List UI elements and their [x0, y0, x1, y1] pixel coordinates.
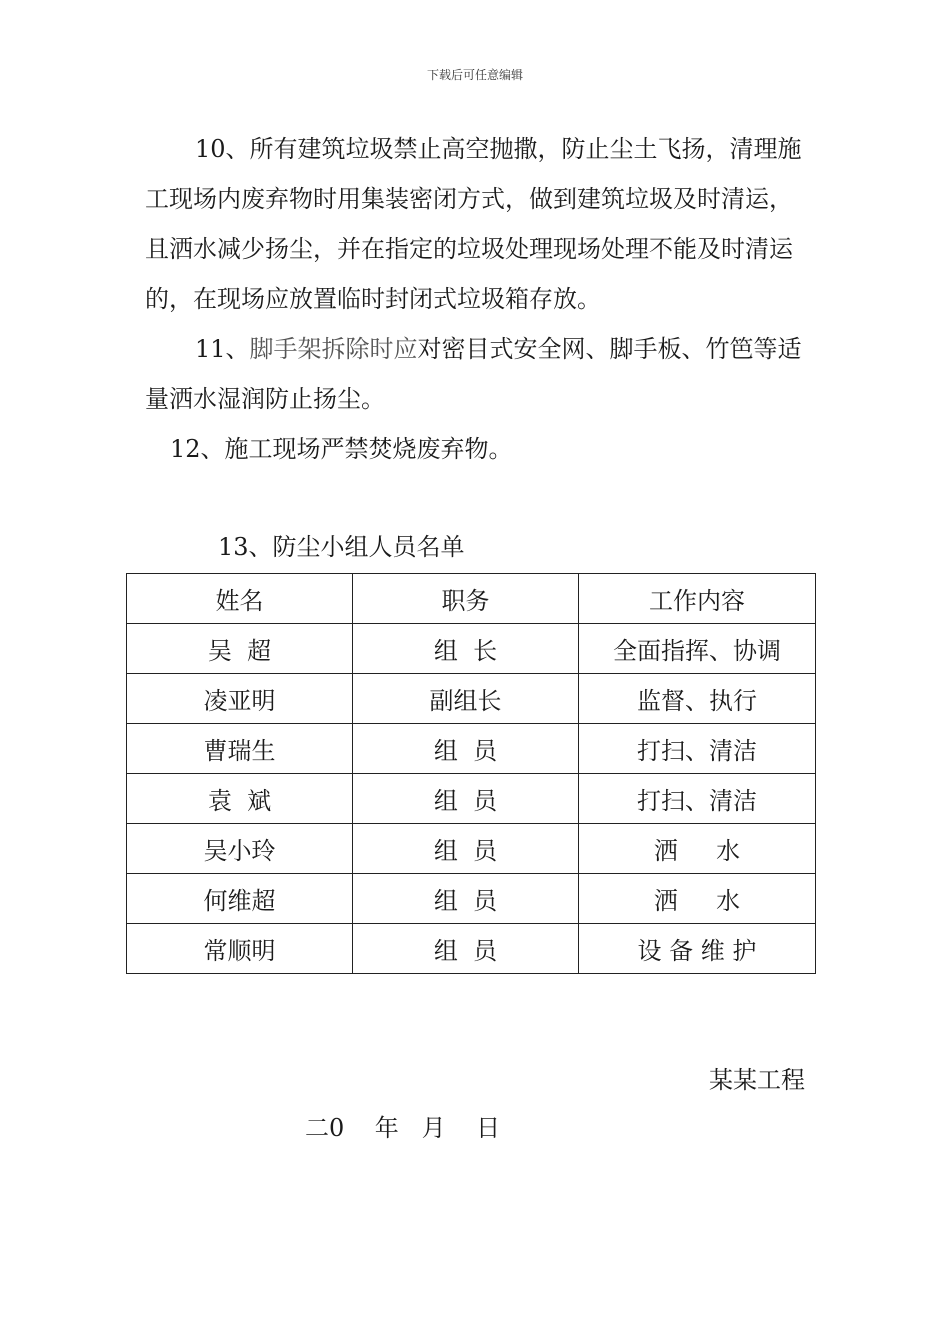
cell-name: 袁 斌 — [127, 774, 353, 824]
table-row — [127, 924, 816, 974]
cell-role: 组 长 — [353, 624, 579, 674]
table-caption: 13、防尘小组人员名单 — [218, 533, 465, 561]
table-row — [127, 874, 816, 924]
cell-name: 吴 超 — [127, 624, 353, 674]
cell-role: 组 员 — [353, 724, 579, 774]
cell-duty: 监督、执行 — [579, 674, 816, 724]
cell-name: 何维超 — [127, 874, 353, 924]
table-row — [127, 624, 816, 674]
cell-role: 副组长 — [353, 674, 579, 724]
cell-name: 吴小玲 — [127, 824, 353, 874]
header-duty: 工作内容 — [579, 574, 816, 624]
signature-org: 某某工程 — [709, 1066, 805, 1094]
paragraph-12: 12、施工现场严禁焚烧废弃物。 — [170, 435, 513, 463]
cell-role: 组 员 — [353, 824, 579, 874]
cell-name: 凌亚明 — [127, 674, 353, 724]
table-row — [127, 774, 816, 824]
table-row — [127, 674, 816, 724]
cell-name: 常顺明 — [127, 924, 353, 974]
paragraph-11 — [145, 324, 810, 424]
table-header-row — [127, 574, 816, 624]
page-header-note: 下载后可任意编辑 — [426, 68, 523, 82]
paragraph-11-number: 11、 — [195, 335, 250, 363]
signature-date: 二0 年 月 日 — [305, 1114, 501, 1142]
cell-duty: 全面指挥、协调 — [579, 624, 816, 674]
cell-duty: 洒 水 — [579, 874, 816, 924]
table-row — [127, 824, 816, 874]
cell-duty: 洒 水 — [579, 824, 816, 874]
cell-role: 组 员 — [353, 924, 579, 974]
cell-duty: 打扫、清洁 — [579, 724, 816, 774]
cell-name: 曹瑞生 — [127, 724, 353, 774]
paragraph-10: 10、所有建筑垃圾禁止高空抛撒，防止尘土飞扬，清理施工现场内废弃物时用集装密闭方式，做到建筑垃圾及时清运，且洒水减少扬尘，并在指定的垃圾处理现场处理不能及时清运的，在现场应放置临时封闭式垃圾箱存放。 — [145, 135, 802, 313]
paragraph-11-rest: 对密目式安全网、脚手板、竹笆等适量洒水湿润防止扬尘。 — [145, 335, 802, 413]
paragraph-11-highlight: 脚手架拆除时应 — [249, 335, 418, 363]
header-name: 姓名 — [127, 574, 353, 624]
cell-role: 组 员 — [353, 774, 579, 824]
header-role: 职务 — [353, 574, 579, 624]
cell-duty: 设 备 维 护 — [579, 924, 816, 974]
cell-duty: 打扫、清洁 — [579, 774, 816, 824]
table-row — [127, 724, 816, 774]
cell-role: 组 员 — [353, 874, 579, 924]
staff-table — [126, 573, 816, 974]
